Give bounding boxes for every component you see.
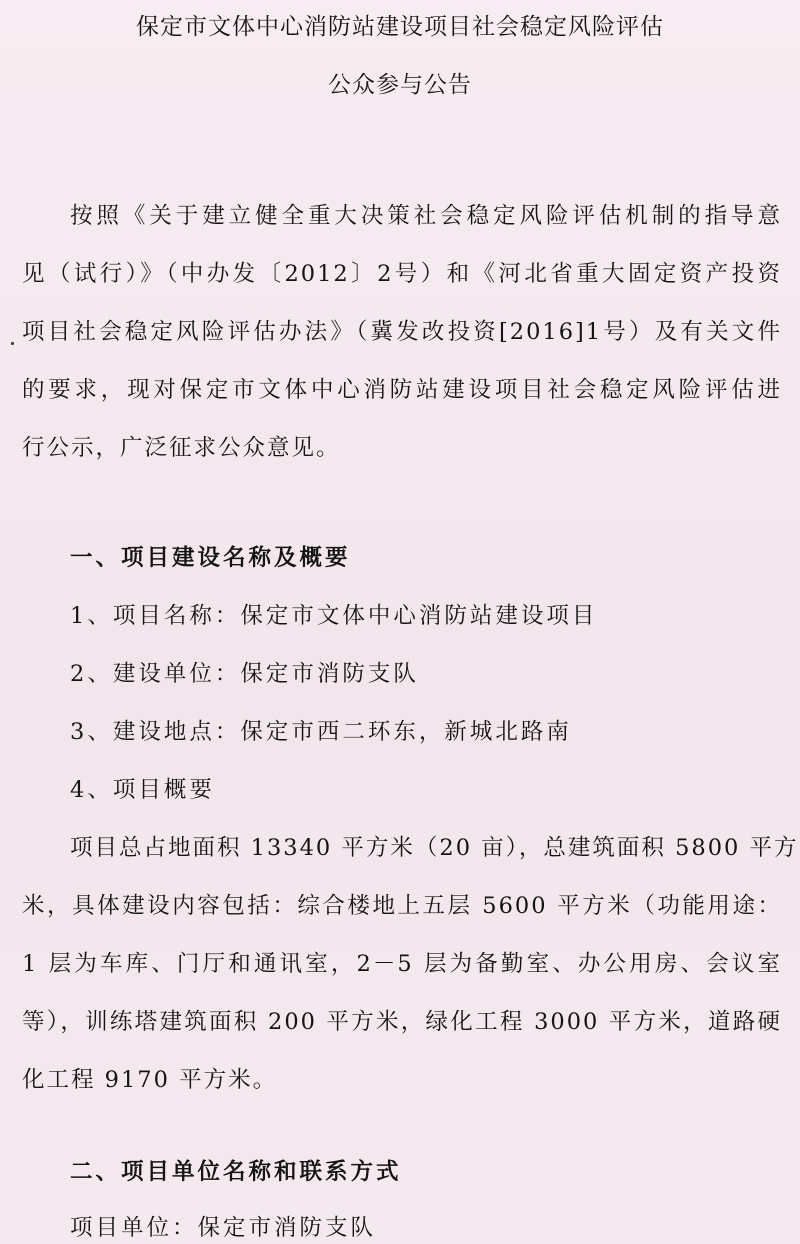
- summary-line-1: 项目总占地面积 13340 平方米（20 亩），总建筑面积 5800 平方: [70, 835, 799, 861]
- intro-line-3: 项目社会稳定风险评估办法》（冀发改投资[2016]1号）及有关文件: [22, 319, 782, 345]
- intro-line-2: 见（试行）》（中办发〔2012〕2号）和《河北省重大固定资产投资: [22, 261, 782, 287]
- item-project-name: 1、项目名称：保定市文体中心消防站建设项目: [70, 603, 598, 629]
- summary-line-3: 1 层为车库、门厅和通讯室，2－5 层为备勤室、办公用房、会议室: [22, 951, 782, 977]
- scan-speck: [11, 342, 14, 345]
- item-location: 3、建设地点：保定市西二环东，新城北路南: [70, 719, 572, 745]
- document-subtitle: 公众参与公告: [328, 72, 472, 98]
- summary-line-2: 米，具体建设内容包括：综合楼地上五层 5600 平方米（功能用途：: [22, 893, 782, 919]
- section-1-heading: 一、项目建设名称及概要: [70, 545, 351, 571]
- item-summary-label: 4、项目概要: [70, 777, 215, 803]
- item-builder: 2、建设单位：保定市消防支队: [70, 661, 419, 687]
- summary-line-5: 化工程 9170 平方米。: [22, 1067, 278, 1093]
- summary-line-4: 等），训练塔建筑面积 200 平方米，绿化工程 3000 平方米，道路硬: [22, 1009, 782, 1035]
- intro-line-5: 行公示，广泛征求公众意见。: [22, 435, 341, 461]
- document-title: 保定市文体中心消防站建设项目社会稳定风险评估: [136, 14, 664, 40]
- section-2-heading: 二、项目单位名称和联系方式: [70, 1159, 402, 1185]
- project-unit-line: 项目单位：保定市消防支队: [70, 1215, 377, 1241]
- intro-line-1: 按照《关于建立健全重大决策社会稳定风险评估机制的指导意: [70, 203, 782, 229]
- intro-line-4: 的要求，现对保定市文体中心消防站建设项目社会稳定风险评估进: [22, 377, 782, 403]
